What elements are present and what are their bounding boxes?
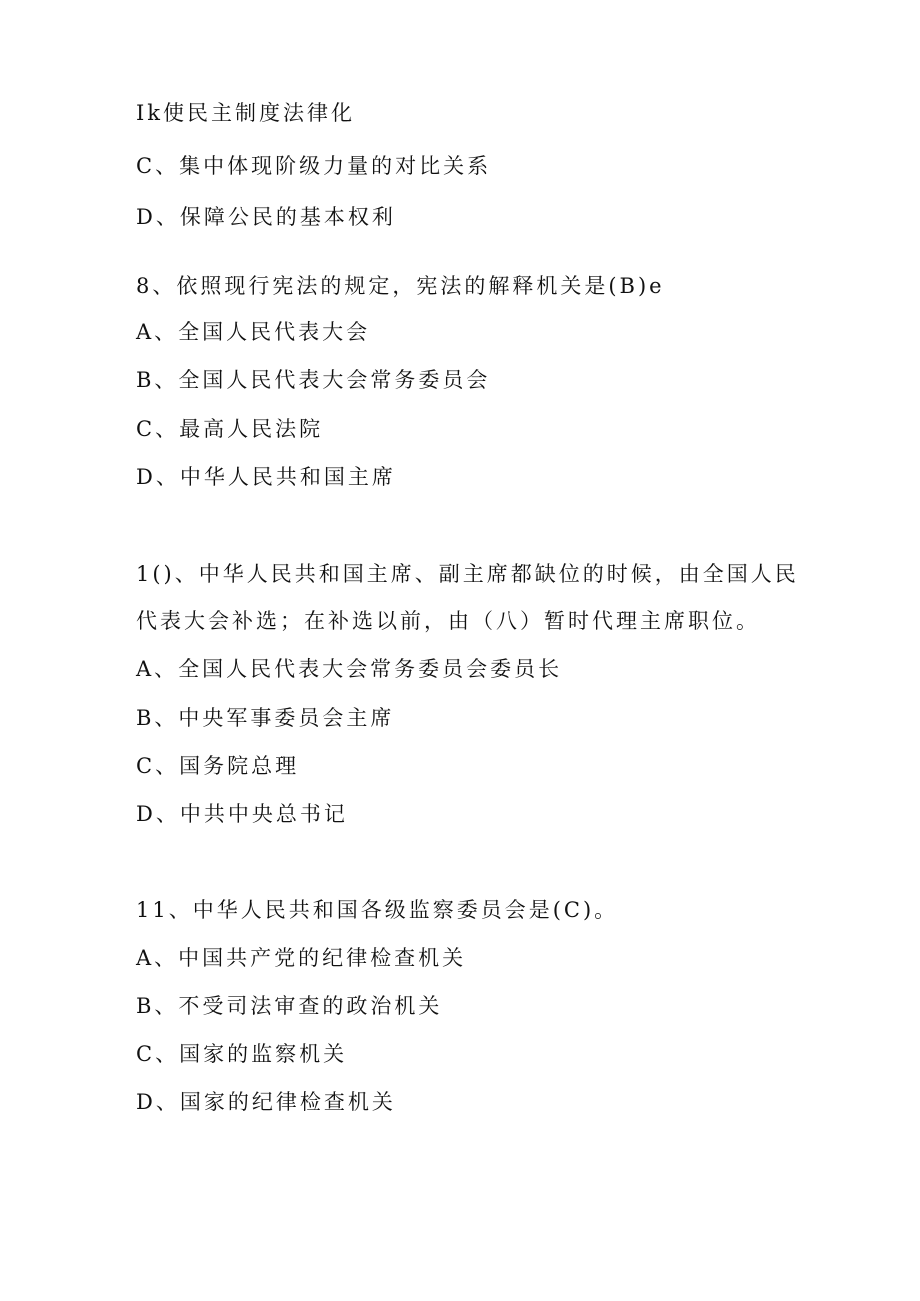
q7-option-c: C、集中体现阶级力量的对比关系: [136, 154, 492, 178]
q8-option-a: A、全国人民代表大会: [136, 320, 371, 344]
q7-option-b: Ik使民主制度法律化: [136, 101, 356, 125]
q8-option-b: B、全国人民代表大会常务委员会: [136, 368, 491, 392]
q11-option-a: A、中国共产党的纪律检查机关: [136, 946, 467, 970]
q10-option-a: A、全国人民代表大会常务委员会委员长: [136, 657, 563, 681]
q8-option-d: D、中华人民共和国主席: [136, 465, 396, 489]
q8-question: 8、依照现行宪法的规定，宪法的解释机关是(B)e: [136, 274, 665, 298]
q10-question-line-2: 代表大会补选；在补选以前，由（八）暂时代理主席职位。: [136, 609, 760, 633]
q10-option-c: C、国务院总理: [136, 754, 300, 778]
q7-option-d: D、保障公民的基本权利: [136, 205, 396, 229]
q8-option-c: C、最高人民法院: [136, 417, 324, 441]
q11-option-d: D、国家的纪律检查机关: [136, 1090, 396, 1114]
q11-option-c: C、国家的监察机关: [136, 1042, 348, 1066]
q10-option-d: D、中共中央总书记: [136, 802, 348, 826]
q10-question-line-1: 1()、中华人民共和国主席、副主席都缺位的时候，由全国人民: [136, 562, 799, 586]
q11-question: 11、中华人民共和国各级监察委员会是(C)。: [136, 898, 619, 922]
q11-option-b: B、不受司法审查的政治机关: [136, 994, 443, 1018]
q10-option-b: B、中央军事委员会主席: [136, 706, 395, 730]
